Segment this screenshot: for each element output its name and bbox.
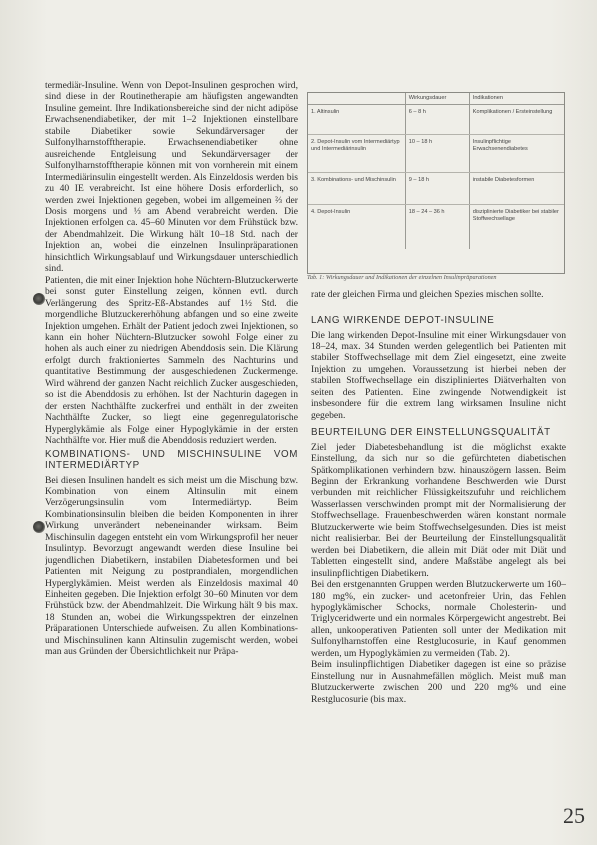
- table-header-cell: Wirkungsdauer: [405, 93, 469, 105]
- table-cell: 4. Depot-Insulin: [311, 209, 351, 215]
- punch-hole: [33, 293, 45, 305]
- table-row: [308, 105, 564, 135]
- table-header-row: [308, 93, 564, 105]
- table-cell: 2. Depot-Insulin vom Intermediärtyp und Intermediärinsulin: [308, 135, 405, 173]
- table-cell: instabile Diabetesformen: [469, 173, 564, 205]
- paragraph: Bei diesen Insulinen handelt es sich meist um die Mischung bzw. Kombination von einem Altinsulin mit einem Verzögerungsinsulin vom Intermediärtyp. Beim Kombinationsinsulin bleiben die beiden Komponenten in ihrer Wirkung unverändert nebeneinander wirksam. Beim Mischinsulin dagegen entsteht ein vom Wirkungsprofil her neuer Insulintyp. Bevorzugt angewandt werden diese Insuline bei jugendlichen Diabetikern, instabilen Diabetesformen und bei Patienten mit Neigung zu postprandialen, morgendlichen Hyperglykämien. Meist werden als Einzeldosis maximal 40 Einheiten gegeben. Die Injektion erfolgt 30–60 Minuten vor dem Frühstück bzw. der Abendmahlzeit. Die Wirkung hält 9 bis max. 18 Stunden an, wobei die Wirkungsspektren der einzelnen Präparationen Unterschiede aufweisen. Zu allen Kombinations- und Mischinsulinen kann Altinsulin zugemischt werden, wobei man aus Gründen der Übersichtlichkeit nur Präpa-: [45, 474, 298, 658]
- section-heading: BEURTEILUNG DER EINSTELLUNGSQUALITÄT: [311, 427, 551, 439]
- right-column-continuation: [311, 289, 566, 300]
- paragraph: Die lang wirkenden Depot-Insuline mit einer Wirkungsdauer von 18–24, max. 34 Stunden werden gelegentlich bei Patienten mit stabiler Stoffwechsellage mit dem Ziel eingesetzt, eine zweite Injektion zu umgehen. Voraussetzung ist hierbei neben der stabilen Stoffwechsellage ein diszipliniertes Diätverhalten von seiten des Patienten. Eine zwingende Notwendigkeit ist insbesondere für die extrem lang wirksamen Insuline nicht gegeben.: [311, 329, 566, 421]
- table-cell: 6 – 8 h: [405, 105, 469, 135]
- table-cell: 3. Kombinations- und Mischinsulin: [308, 173, 405, 205]
- table-cell: 18 – 24 – 36 h: [405, 205, 469, 249]
- paragraph: Patienten, die mit einer Injektion hohe Nüchtern-Blutzuckerwerte bei sonst guter Einstellung zeigen, können evtl. durch Verlängerung des Spritz-Eß-Abstandes auf 1½ Std. die morgendliche Blutzuckererhöhung abfangen und so eine zweite Injektion umgehen. Erhält der Patient jedoch zwei Injektionen, so kann ein hoher Nüchtern-Blutzucker sowohl Folge einer zu hohen als auch einer zu niedrigen Abenddosis sein. Die Klärung erfolgt durch fraktioniertes Sammeln des Nachturins und quantitative Bestimmung der ausgeschiedenen Zuckermenge. Wird während der ganzen Nacht reichlich Zucker ausgeschieden, so ist die Abenddosis zu erhöhen. Ist der Nachturin dagegen in der ersten Nachthälfte zuckerfrei und enthält in der zweiten Nachthälfte Zucker, so liegt eine gegenregulatorische Hyperglykämie als Folge einer Hypoglykämie in der ersten Nachthälfte vor. Hier muß die Abenddosis reduziert werden.: [45, 274, 298, 447]
- table-cell: disziplinierte Diabetiker bei stabiler Stoffwechsellage: [469, 205, 564, 249]
- table-row: [308, 205, 564, 249]
- paragraph: Bei den erstgenannten Gruppen werden Blutzuckerwerte um 160–180 mg%, ein zucker- und acetonfreier Urin, das Fehlen hypoglykämischer Schocks, normale Cholesterin- und Triglyceridwerte und ein normales Körpergewicht angestrebt. Bei allen, unkooperativen Patienten soll unter der Medikation mit Sulfonylharnstoffen eine Restglucosurie, in Kauf genommen werden, um Hypoglykämien zu vermeiden (Tab. 2).: [311, 579, 566, 659]
- table-row: [308, 173, 564, 205]
- paragraph: termediär-Insuline. Wenn von Depot-Insulinen gesprochen wird, sind diese in der Routinetherapie am häufigsten angewandten Insuline gemeint. Ihre Indikationsbereiche sind der nicht adipöse Erwachsenendiabetiker, der mit 1–2 Injektionen einstellbare stabile Diabetiker sowie Sekundärversager der Sulfonylharnstofftherapie. Erwachsenendiabetiker ohne ausreichende Entgleisung und Sekundärversager der Sulfonylharnstofftherapie können mit von vornherein mit einem Intermediärinsulin eingestellt werden. Als Einzeldosis werden bis zu 40 IE verabreicht. Ist eine höhere Dosis erforderlich, so werden zwei Injektionen gegeben, wobei im allgemeinen ⅔ der Dosis morgens und ⅓ am Abend verabreicht werden. Die Injektionen erfolgen ca. 45–60 Minuten vor dem Frühstück bzw. der Abendmahlzeit. Die Wirkung hält 10–18 Std. nach der Injektion an, wobei die einzelnen Insulinpräparationen hinsichtlich Wirkungsablauf und Wirkungsdauer unterschiedlich sind.: [45, 80, 298, 275]
- punch-hole: [33, 521, 45, 533]
- insulin-table: [307, 92, 565, 274]
- table-cell: Komplikationen / Ersteinstellung: [469, 105, 564, 135]
- section-heading: KOMBINATIONS- UND MISCHINSULINE VOM INTERMEDIÄRTYP: [45, 448, 298, 471]
- table-cell: 9 – 18 h: [405, 173, 469, 205]
- table-cell: 1. Altinsulin: [308, 105, 405, 135]
- table-cell: 10 – 18 h: [405, 135, 469, 173]
- table-header-cell: [308, 93, 405, 105]
- section-heading: LANG WIRKENDE DEPOT-INSULINE: [311, 315, 495, 326]
- table-header-cell: Indikationen: [469, 93, 564, 105]
- paragraph: rate der gleichen Firma und gleichen Spezies mischen sollte.: [311, 289, 544, 300]
- paragraph: Beim insulinpflichtigen Diabetiker dagegen ist eine so präzise Einstellung nur in Ausnahmefällen möglich. Meist muß man Blutzuckerwerte zwischen 200 und 220 mg% und eine Restglucosurie (bis max.: [311, 659, 566, 705]
- table-cell: Insulinpflichtige Erwachsenendiabetes: [469, 135, 564, 173]
- page-number: 25: [563, 803, 585, 828]
- table-caption: Tab. 1: Wirkungsdauer und Indikationen der einzelnen Insulinpräparationen: [307, 274, 497, 281]
- table-row: [308, 135, 564, 173]
- right-column: [311, 313, 566, 838]
- left-column: [45, 80, 298, 835]
- paragraph: Ziel jeder Diabetesbehandlung ist die möglichst exakte Einstellung, da sich nur so die gefürchteten diabetischen Spätkomplikationen verhindern bzw. hinauszögern lassen. Beim Beginn der Erkrankung vorhandene Beschwerden wie Durst verbunden mit reichlicher Flüssigkeitszufuhr und reichlichem Wasserlassen verschwinden prompt mit der Normalisierung der Stoffwechsellage. Frauenbeschwerden wären konstant normale Blutzuckerwerte wie beim Stoffwechselgesunden. Dies ist meist nicht realisierbar. Bei der Beurteilung der Einstellungsqualität werden bei Diabetikern, die allein mit Diät oder mit Diät und Tabletten eingestellt sind, andere Maßstäbe angelegt als bei insulinpflichtigen Diabetikern.: [311, 441, 566, 579]
